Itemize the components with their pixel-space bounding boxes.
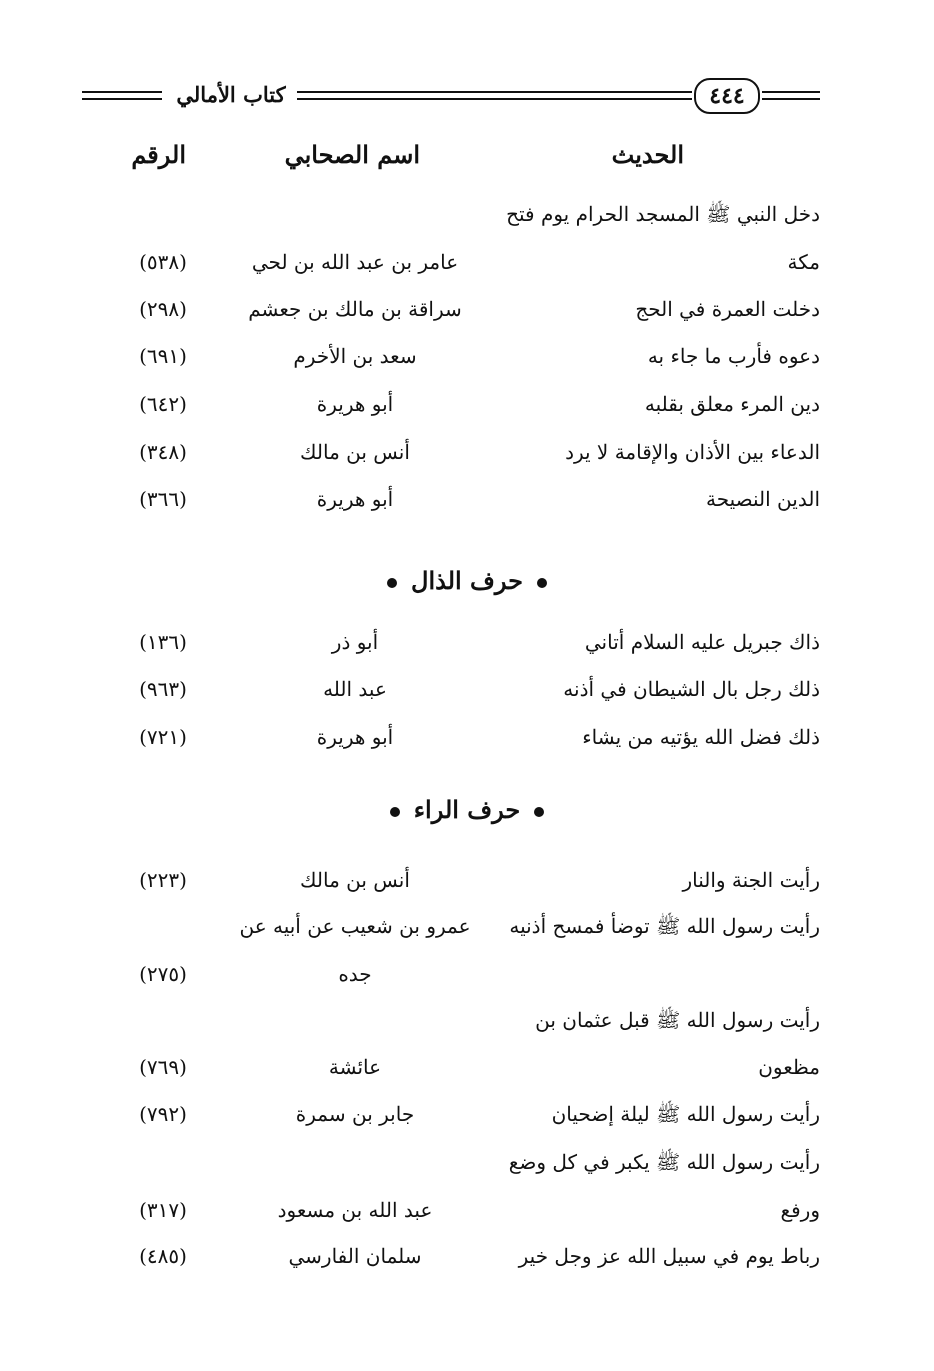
page-header (82, 74, 820, 120)
hadith-text: رأيت رسول الله ﷺ يكبر في كل وضع (508, 1150, 820, 1174)
sahabi-name: جابر بن سمرة (295, 1102, 415, 1126)
sahabi-name: أنس بن مالك (300, 440, 410, 464)
hadith-text: رأيت رسول الله ﷺ ليلة إضحيان (551, 1102, 820, 1126)
table-row (0, 297, 934, 337)
table-row (0, 1102, 934, 1142)
bullet-icon (537, 578, 547, 588)
sahabi-name: أبو هريرة (316, 725, 394, 749)
table-row (0, 1055, 934, 1095)
bullet-icon (390, 807, 400, 817)
hadith-number: (٧٢١) (139, 725, 187, 749)
hadith-number: (٣٤٨) (139, 440, 187, 464)
hadith-text: ورفع (780, 1198, 820, 1222)
column-header-number: الرقم (131, 140, 186, 169)
sahabi-name: عمرو بن شعيب عن أبيه عن (239, 914, 471, 938)
hadith-number: (٦٤٢) (139, 392, 187, 416)
sahabi-name: أبو هريرة (316, 487, 394, 511)
table-row (0, 914, 934, 954)
table-row (0, 1150, 934, 1190)
section-heading-ra (0, 795, 934, 824)
sahabi-name: جده (338, 962, 372, 986)
hadith-number: (٦٩١) (139, 344, 187, 368)
section-title: حرف الذال (411, 566, 523, 595)
hadith-text: ذاك جبريل عليه السلام أتاني (584, 630, 820, 654)
table-row (0, 250, 934, 290)
hadith-text: مكة (787, 250, 820, 274)
hadith-text: دخلت العمرة في الحج (635, 297, 820, 321)
table-row (0, 440, 934, 480)
hadith-number: (٤٨٥) (139, 1244, 187, 1268)
hadith-text: رأيت الجنة والنار (682, 868, 820, 892)
header-rule-left (82, 91, 162, 100)
hadith-text: دخل النبي ﷺ المسجد الحرام يوم فتح (506, 202, 820, 226)
hadith-number: (٧٩٢) (139, 1102, 187, 1126)
hadith-text: رأيت رسول الله ﷺ قبل عثمان بن (535, 1008, 820, 1032)
section-heading-dhal (0, 566, 934, 595)
table-row (0, 962, 934, 1002)
book-title: كتاب الأمالي (176, 82, 286, 107)
hadith-number: (٧٦٩) (139, 1055, 187, 1079)
sahabi-name: أبو هريرة (316, 392, 394, 416)
column-header-hadith: الحديث (611, 140, 684, 169)
table-row (0, 1198, 934, 1238)
bullet-icon (534, 807, 544, 817)
header-rule-middle (297, 91, 692, 100)
sahabi-name: عائشة (328, 1055, 382, 1079)
hadith-number: (٢٩٨) (139, 297, 187, 321)
table-row (0, 1008, 934, 1048)
hadith-number: (٢٢٣) (139, 868, 187, 892)
bullet-icon (387, 578, 397, 588)
hadith-text: رأيت رسول الله ﷺ توضأ فمسح أذنيه (509, 914, 820, 938)
table-row (0, 725, 934, 765)
sahabi-name: سعد بن الأخرم (293, 344, 417, 368)
hadith-number: (٥٣٨) (139, 250, 187, 274)
table-row (0, 677, 934, 717)
hadith-text: ذلك رجل بال الشيطان في أذنه (563, 677, 820, 701)
hadith-number: (١٣٦) (139, 630, 187, 654)
table-row (0, 868, 934, 908)
hadith-number: (٢٧٥) (139, 962, 187, 986)
table-row (0, 202, 934, 242)
sahabi-name: عبد الله (323, 677, 387, 701)
section-title: حرف الراء (413, 795, 521, 824)
table-row (0, 392, 934, 432)
hadith-text: الدين النصيحة (706, 487, 820, 511)
sahabi-name: سلمان الفارسي (288, 1244, 422, 1268)
hadith-text: الدعاء بين الأذان والإقامة لا يرد (565, 440, 820, 464)
sahabi-name: سراقة بن مالك بن جعشم (248, 297, 462, 321)
page-number: ٤٤٤ (694, 78, 760, 114)
table-row (0, 630, 934, 670)
table-row (0, 1244, 934, 1284)
sahabi-name: عامر بن عبد الله بن لحي (251, 250, 459, 274)
table-row (0, 344, 934, 384)
hadith-text: ذلك فضل الله يؤتيه من يشاء (582, 725, 820, 749)
hadith-text: مظعون (758, 1055, 820, 1079)
hadith-number: (٣٦٦) (139, 487, 187, 511)
hadith-text: رباط يوم في سبيل الله عز وجل خير (518, 1244, 820, 1268)
column-header-sahabi: اسم الصحابي (284, 140, 420, 169)
hadith-number: (٩٦٣) (139, 677, 187, 701)
table-row (0, 487, 934, 527)
hadith-text: دين المرء معلق بقلبه (644, 392, 820, 416)
header-rule-right (762, 91, 820, 100)
sahabi-name: أبو ذر (331, 630, 379, 654)
sahabi-name: عبد الله بن مسعود (277, 1198, 433, 1222)
hadith-text: دعوه فأرب ما جاء به (647, 344, 820, 368)
sahabi-name: أنس بن مالك (300, 868, 410, 892)
hadith-number: (٣١٧) (139, 1198, 187, 1222)
